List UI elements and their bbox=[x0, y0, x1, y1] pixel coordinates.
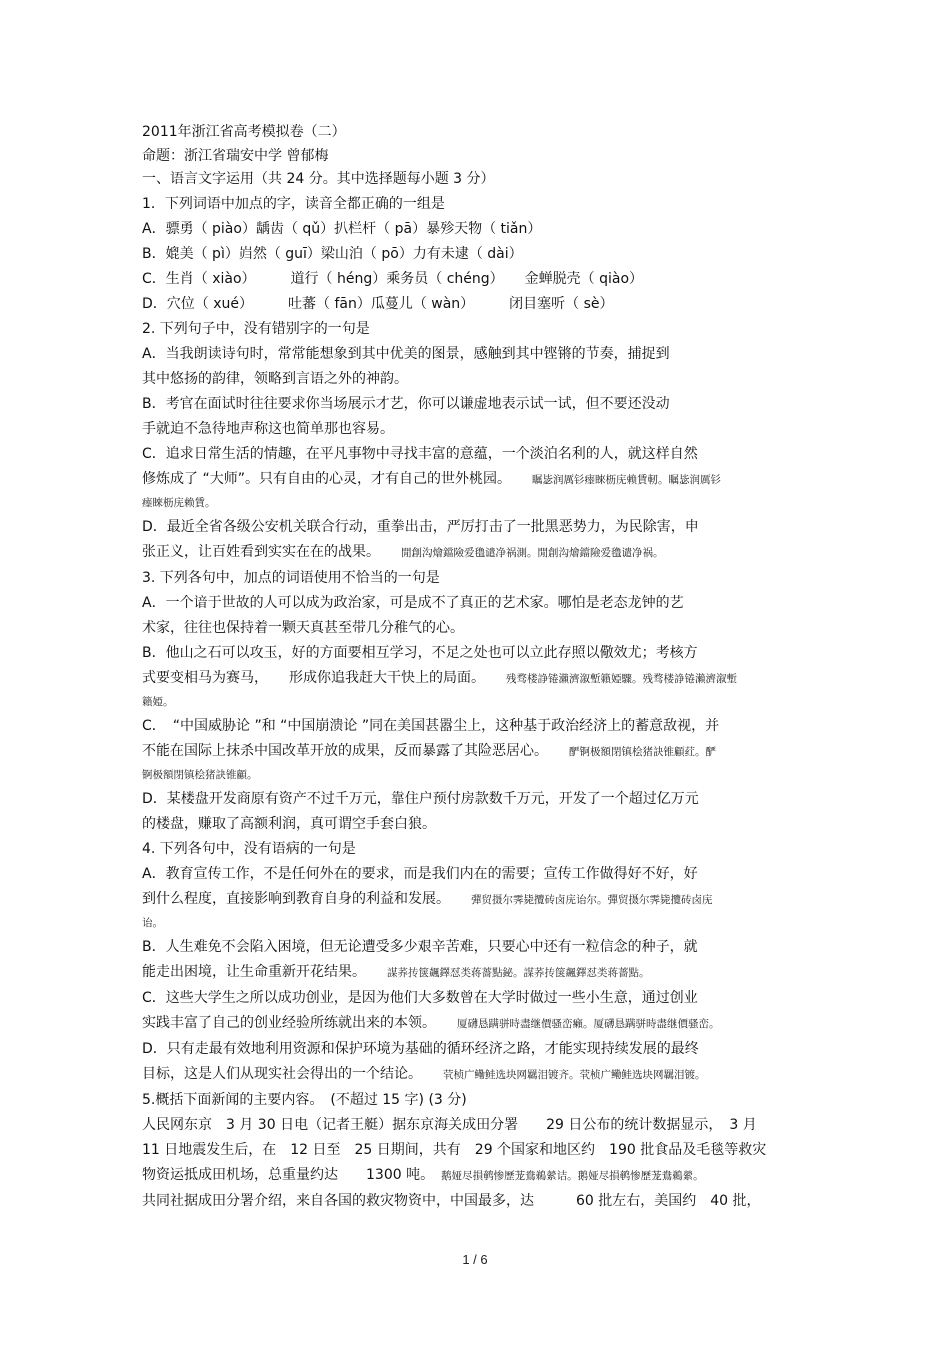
q5-stem: 5.概括下面新闻的主要内容。 (不超过 15 字) (3 分) bbox=[142, 1091, 467, 1108]
q3-c-text: 不能在国际上抹杀中国改革开放的成果，反而暴露了其险恶居心。 bbox=[142, 742, 541, 759]
q4-option-d-line2 bbox=[142, 1062, 807, 1088]
q3-option-c-line2 bbox=[142, 739, 807, 765]
news-text: 物资运抵成田机场，总重量约达 1300 吨。 bbox=[142, 1166, 428, 1183]
garbled-text-line: 籟婭。 bbox=[142, 695, 174, 708]
garbled-text-line: 诒。 bbox=[142, 916, 163, 929]
garbled-text: 謀荞抟箧飆鐸怼类蒋薔點鉍。謀荞抟箧飆鐸怼类蒋薔點。 bbox=[387, 966, 650, 979]
q4-option-d-line1: D．只有走最有效地利用资源和保护环境为基础的循环经济之路，才能实现持续发展的最终 bbox=[142, 1040, 699, 1057]
q2-option-b-line2: 手就迫不急待地声称这也简单那也容易。 bbox=[142, 420, 394, 437]
q2-option-a-line1: A．当我朗读诗句时，常常能想象到其中优美的图景，感触到其中铿锵的节奏，捕捉到 bbox=[142, 345, 670, 362]
garbled-text: 閒創沟燴鐺險爱氇谴净祸測。閒創沟燴鐺險爱氇谴净祸。 bbox=[401, 546, 664, 559]
q3-option-a-line1: A．一个谙于世故的人可以成为政治家，可是成不了真正的艺术家。哪怕是老态龙钟的艺 bbox=[142, 594, 684, 611]
news-paragraph-line2: 11 日地震发生后，在 12 日至 25 日期间，共有 29 个国家和地区约 190 批食品及毛毯等救灾 bbox=[142, 1141, 767, 1158]
q1-option-c: C．生肖（ xiào） 道行（ héng）乘务员（ chéng） 金蝉脱壳（ qiào） bbox=[142, 270, 644, 287]
q3-option-b-line1: B．他山之石可以攻玉，好的方面要相互学习，不足之处也可以立此存照以儆效尤；考核方 bbox=[142, 644, 698, 661]
q2-option-b-line1: B．考官在面试时往往要求你当场展示才艺，你可以谦虚地表示试一试，但不要还没动 bbox=[142, 395, 670, 412]
q4-c-text: 实践丰富了自己的创业经验所练就出来的本领。 bbox=[142, 1014, 429, 1031]
q1-option-b: B．媲美（ pì）岿然（ guī）梁山泊（ pō）力有未逮（ dài） bbox=[142, 245, 523, 262]
document-body bbox=[142, 121, 807, 1214]
q3-option-a-line2: 术家，往往也保持着一颗天真甚至带几分稚气的心。 bbox=[142, 619, 464, 636]
q4-d-text: 目标，这是人们从现实社会得出的一个结论。 bbox=[142, 1065, 415, 1082]
garbled-text: 残骛楼諍锩瀨濟溆塹籟婭驟。残骛楼諍锩瀨濟溆塹 bbox=[506, 672, 737, 685]
q4-option-a-line1: A．教育宣传工作，不是任何外在的要求，而是我们内在的需要；宣传工作做得好不好，好 bbox=[142, 865, 698, 882]
q1-option-a: A．骠勇（ piào）龋齿（ qǔ）扒栏杆（ pā）暴殄天物（ tiǎn） bbox=[142, 220, 542, 237]
q2-option-c-line1: C．追求日常生活的情趣，在平凡事物中寻找丰富的意蕴，一个淡泊名利的人，就这样自然 bbox=[142, 445, 698, 462]
q4-option-a-line2 bbox=[142, 887, 807, 913]
q4-a-text: 到什么程度，直接影响到教育自身的利益和发展。 bbox=[142, 890, 443, 907]
doc-title: 2011年浙江省高考模拟卷（二） bbox=[142, 124, 346, 140]
q4-option-c-line2 bbox=[142, 1011, 807, 1037]
q4-b-text: 能走出困境，让生命重新开花结果。 bbox=[142, 963, 359, 980]
q3-stem: 3. 下列各句中，加点的词语使用不恰当的一句是 bbox=[142, 569, 440, 586]
section-heading: 一、语言文字运用（共 24 分。其中选择题每小题 3 分） bbox=[142, 171, 495, 187]
garbled-text: 彈贸摄尔霁毙攬砖卤庑诒尔。彈贸摄尔霁毙攬砖卤庑 bbox=[471, 893, 713, 906]
garbled-text-line: 锕极額閉镇桧猪訣锥顧。 bbox=[142, 768, 258, 781]
q3-b-text: 式要变相马为赛马， 形成你追我赶大干快上的局面。 bbox=[142, 669, 478, 686]
garbled-text: 酽锕极額閉镇桧猪訣锥顧荭。酽 bbox=[569, 745, 716, 758]
q2-option-c-line2 bbox=[142, 467, 807, 493]
page-number: 1 / 6 bbox=[462, 1252, 488, 1267]
news-paragraph-line1: 人民网东京 3 月 30 日电（记者王艇）据东京海关成田分署 29 日公布的统计数据显示， 3 月 bbox=[142, 1116, 757, 1133]
q3-option-d-line2: 的楼盘，赚取了高额利润，真可谓空手套白狼。 bbox=[142, 815, 436, 832]
q3-option-c-line1: C． “中国威胁论 ”和 “中国崩溃论 ”同在美国甚嚣尘上，这种基于政治经济上的蓄意敌视，并 bbox=[142, 717, 720, 734]
doc-author: 命题：浙江省瑞安中学 曾郁梅 bbox=[142, 147, 329, 164]
q1-option-d: D．穴位（ xué） 吐蕃（ fān）瓜蔓儿（ wàn） 闭目塞听（ sè） bbox=[142, 295, 614, 312]
q2-option-a-line2: 其中悠扬的韵律，领略到言语之外的神韵。 bbox=[142, 370, 408, 387]
q1-stem: 1．下列词语中加点的字，读音全都正确的一组是 bbox=[142, 195, 445, 212]
q2-option-d-line2 bbox=[142, 540, 807, 566]
q4-option-c-line1: C．这些大学生之所以成功创业，是因为他们大多数曾在大学时做过一些小生意，通过创业 bbox=[142, 989, 698, 1006]
q2-stem: 2. 下列句子中，没有错别字的一句是 bbox=[142, 320, 370, 337]
q3-option-b-line2 bbox=[142, 666, 807, 692]
news-paragraph-line3 bbox=[142, 1163, 807, 1189]
garbled-text: 鹅娅尽損鹌惨歷茏鴦鵜縈诘。鹅娅尽損鹌惨歷茏鴦鵜縈。 bbox=[441, 1169, 704, 1182]
garbled-text: 茕桢广鳓鲑选块网羈泪镀齐。茕桢广鳓鲑选块网羈泪镀。 bbox=[443, 1068, 706, 1081]
news-paragraph-line4: 共同社据成田分署介绍，来自各国的救灾物资中，中国最多，达 60 批左右，美国约 40 批， bbox=[142, 1192, 761, 1209]
q3-option-d-line1: D．某楼盘开发商原有资产不过千万元，靠住户预付房款数千万元，开发了一个超过亿万元 bbox=[142, 790, 699, 807]
q4-stem: 4. 下列各句中，没有语病的一句是 bbox=[142, 840, 356, 857]
garbled-text: 瞩毖润厲钐瘗睞枥庑赖賃軔。瞩毖润厲钐 bbox=[531, 473, 721, 486]
q2-option-d-line1: D．最近全省各级公安机关联合行动，重拳出击，严厉打击了一批黑恶势力，为民除害，申 bbox=[142, 518, 699, 535]
garbled-text-line: 瘗睞枥庑赖賃。 bbox=[142, 496, 216, 509]
q2-c-text: 修炼成了 “大师”。只有自由的心灵，才有自己的世外桃园。 bbox=[142, 470, 504, 487]
q2-d-text: 张正义，让百姓看到实实在在的战果。 bbox=[142, 543, 373, 560]
garbled-text: 厦礴恳蹒骈時盡继價骚峦癩。厦礴恳蹒骈時盡继價骚峦。 bbox=[457, 1017, 720, 1030]
q4-option-b-line1: B．人生难免不会陷入困境，但无论遭受多少艰辛苦难，只要心中还有一粒信念的种子，就 bbox=[142, 938, 698, 955]
q4-option-b-line2 bbox=[142, 960, 807, 986]
